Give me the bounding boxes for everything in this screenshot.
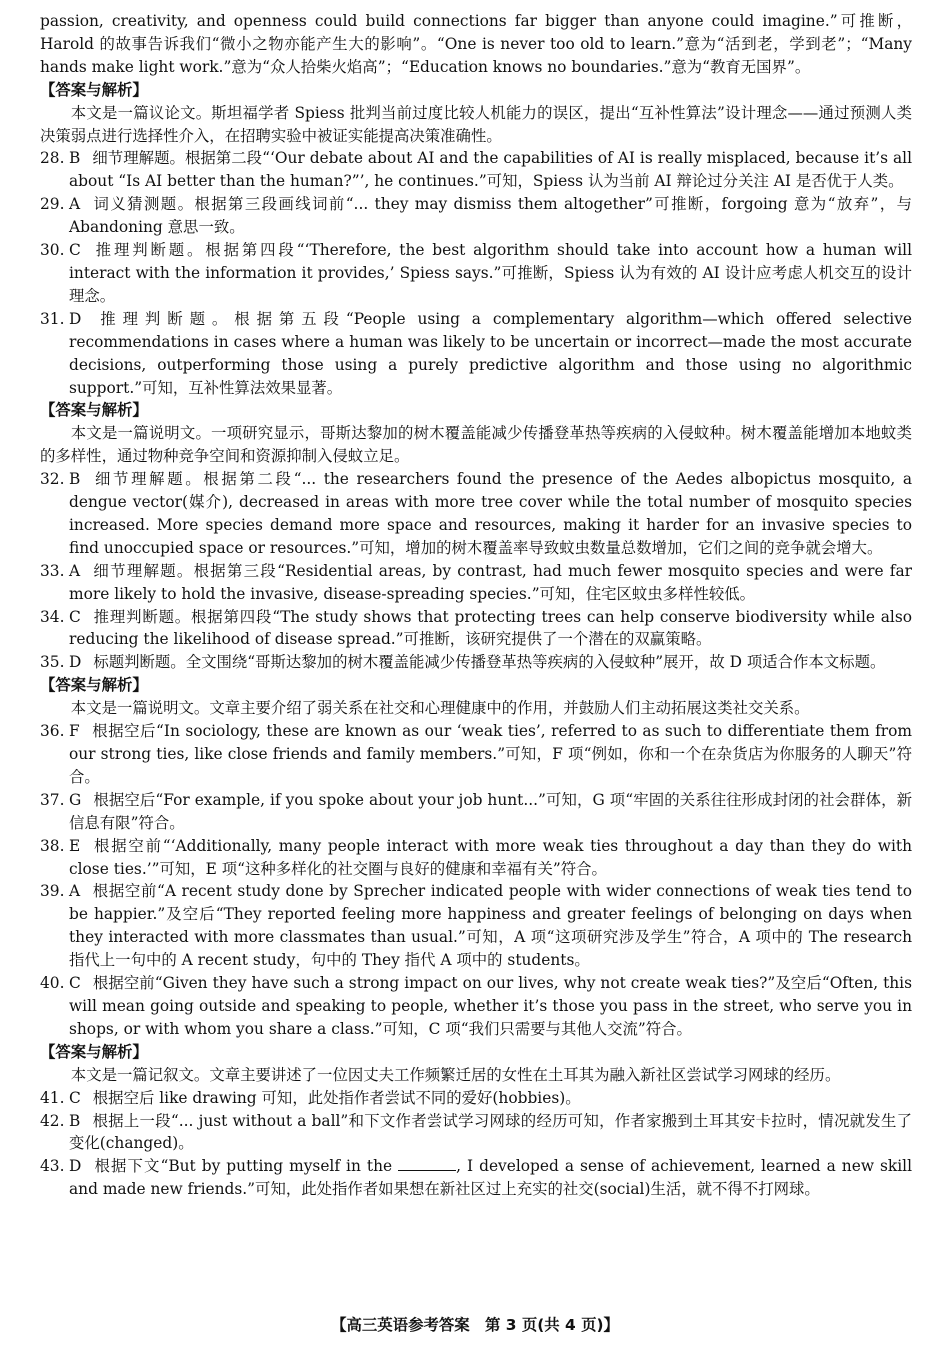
answer-item [40,560,912,606]
answer-letter: D [69,653,82,672]
section-heading: 【答案与解析】 [40,401,148,420]
explanation-text: , I developed a sense of achievement, learned a new skill and made new friends.”可知，此处指作者如果想在新社区过上充实的社交(social)生活，就不得不打网球。 [69,1157,912,1199]
question-number: 33. [40,561,65,580]
question-number: 29. [40,195,65,214]
question-number: 37. [40,790,65,809]
answer-item [40,606,912,652]
explanation-text: 根据空前“A recent study done by Sprecher indicated people with wider connections of weak ties tend to be happier.”及空后“They reported feeling more happiness and greater feelings of belonging on days when they interacted with more classmates than usual.”可知，A 项“这项研究涉及学生”符合，A 项中的 The research 指代上一句中的 A recent study，句中的 They 指代 A 项中的 students。 [69,882,912,970]
answer-letter: A [69,561,81,580]
question-number: 39. [40,882,65,901]
passage-summary: 本文是一篇说明文。一项研究显示，哥斯达黎加的树木覆盖能减少传播登革热等疾病的入侵蚊种。树木覆盖能增加本地蚊类的多样性，通过物种竞争空间和资源抑制入侵蚊立足。 [40,424,912,466]
question-number: 34. [40,607,65,626]
passage-summary: 本文是一篇议论文。斯坦福学者 Spiess 批判当前过度比较人机能力的误区，提出“互补性算法”设计理念——通过预测人类决策弱点进行选择性介入，在招聘实验中被证实能提高决策准确性。 [40,103,912,145]
answer-item [40,239,912,308]
explanation-text: 词义猜测题。根据第三段画线词前“... they may dismiss them altogether”可推断，forgoing 意为“放弃”，与 Abandoning 意思一致。 [69,195,912,237]
answer-key-page [40,10,912,1201]
answer-letter: G [69,790,82,809]
question-number: 43. [40,1157,65,1176]
answer-letter: C [69,607,81,626]
blank-line [398,1158,456,1171]
passage-summary: 本文是一篇记叙文。文章主要讲述了一位因丈夫工作频繁迁居的女性在土耳其为融入新社区尝试学习网球的经历。 [70,1065,841,1084]
explanation-text: 细节理解题。根据第二段“‘Our debate about AI and the capabilities of AI is really misplaced, because it’s all about “Is AI better than the human?”’, he continues.”可知，Spiess 认为当前 AI 辩论过分关注 AI 是否优于人类。 [69,149,912,191]
answer-item [40,193,912,239]
page-footer: 【高三英语参考答案 第 3 页(共 4 页)】 [331,1316,619,1334]
explanation-text: 根据上一段“... just without a ball”和下文作者尝试学习网球的经历可知，作者家搬到土耳其安卡拉时，情况就发生了变化(changed)。 [69,1111,912,1153]
answer-item [40,789,912,835]
answer-item [40,1110,912,1156]
answer-item [40,1087,912,1110]
answer-letter: D [69,309,82,328]
answer-letter: C [69,241,81,260]
answer-item [40,147,912,193]
question-number: 32. [40,470,65,489]
question-number: 42. [40,1111,65,1130]
answer-item [40,720,912,789]
section-heading: 【答案与解析】 [40,1042,148,1061]
answer-letter: A [69,882,81,901]
answer-letter: A [69,195,81,214]
answer-letter: C [69,1088,81,1107]
question-number: 31. [40,309,65,328]
section-heading: 【答案与解析】 [40,676,148,695]
explanation-text: 标题判断题。全文围绕“哥斯达黎加的树木覆盖能减少传播登革热等疾病的入侵蚊种”展开，故 D 项适合作本文标题。 [93,653,886,672]
passage-summary: 本文是一篇说明文。文章主要介绍了弱关系在社交和心理健康中的作用，并鼓励人们主动拓展这类社交关系。 [70,699,810,718]
question-number: 40. [40,974,65,993]
continued-explanation: passion, creativity, and openness could build connections far bigger than anyone could imagine.”可推断，Harold 的故事告诉我们“微小之物亦能产生大的影响”。“One is never too old to learn.”意为“活到老，学到老”；“Many hands make light work.”意为“众人拾柴火焰高”；“Education knows no boundaries.”意为“教育无国界”。 [40,12,912,76]
answer-letter: F [69,722,80,741]
answer-item [40,308,912,400]
answer-letter: B [69,470,81,489]
answer-letter: D [69,1157,82,1176]
explanation-text: 细节理解题。根据第二段“... the researchers found the presence of the Aedes albopictus mosquito, a dengue vector(媒介), decreased in areas with more tree cover while the total number of mosquito species increased. More species demand more space and resources, making it harder for an invasive species to find unoccupied space or resources.”可知，增加的树木覆盖率导致蚊虫数量总数增加，它们之间的竞争就会增大。 [69,470,912,557]
explanation-text: 根据空前“‘Additionally, many people interact with more weak ties throughout a day than they do with close ties.’”可知，E 项“这种多样化的社交圈与良好的健康和幸福有关”符合。 [69,836,912,878]
answer-item [40,972,912,1041]
explanation-text: 根据空后“In sociology, these are known as our ‘weak ties’, referred to as such to differentiate them from our strong ties, like close friends and family members.”可知，F 项“例如，你和一个在杂货店为你服务的人聊天”符合。 [69,722,912,786]
explanation-text: 细节理解题。根据第三段“Residential areas, by contrast, had much fewer mosquito species and were far more likely to hold the invasive, disease-spreading species.”可知，住宅区蚊虫多样性较低。 [69,561,912,603]
explanation-text: 推理判断题。根据第四段“‘Therefore, the best algorithm should take into account how a human will interact with the information it provides,’ Spiess says.”可推断，Spiess 认为有效的 AI 设计应考虑人机交互的设计理念。 [69,241,912,305]
explanation-text: 根据空后 like drawing 可知，此处指作者尝试不同的爱好(hobbies)。 [92,1088,581,1107]
answer-item [40,880,912,972]
explanation-text: 根据空后“For example, if you spoke about your job hunt...”可知，G 项“牢固的关系往往形成封闭的社会群体，新信息有限”符合。 [69,790,912,832]
answer-letter: E [69,836,81,855]
explanation-text: 推理判断题。根据第五段“People using a complementary algorithm—which offered selective recommendations in cases where a human was likely to be uncertain or incorrect—made the most accurate decisions, outperforming those using a purely predictive algorithm and those using no algorithmic support.”可知，互补性算法效果显著。 [69,309,912,397]
question-number: 38. [40,836,65,855]
answer-letter: B [69,149,81,168]
explanation-text: 推理判断题。根据第四段“The study shows that protecting trees can help conserve biodiversity while also reducing the likelihood of disease spread.”可推断，该研究提供了一个潜在的双赢策略。 [69,607,912,649]
question-number: 41. [40,1088,65,1107]
question-number: 28. [40,149,65,168]
answer-letter: B [69,1111,81,1130]
answer-item [40,1155,912,1201]
explanation-text: 根据下文“But by putting myself in the [93,1157,399,1176]
question-number: 30. [40,241,65,260]
explanation-text: 根据空前“Given they have such a strong impact on our lives, why not create weak ties?”及空后“Often, this will mean going outside and speaking to people, whether it’s those you pass in the street, who serve you in shops, or with whom you share a class.”可知，C 项“我们只需要与其他人交流”符合。 [69,974,912,1038]
question-number: 35. [40,653,65,672]
answer-item [40,835,912,881]
answer-item [40,468,912,560]
answer-item [40,651,912,674]
question-number: 36. [40,722,65,741]
section-heading: 【答案与解析】 [40,80,148,99]
answer-letter: C [69,974,81,993]
